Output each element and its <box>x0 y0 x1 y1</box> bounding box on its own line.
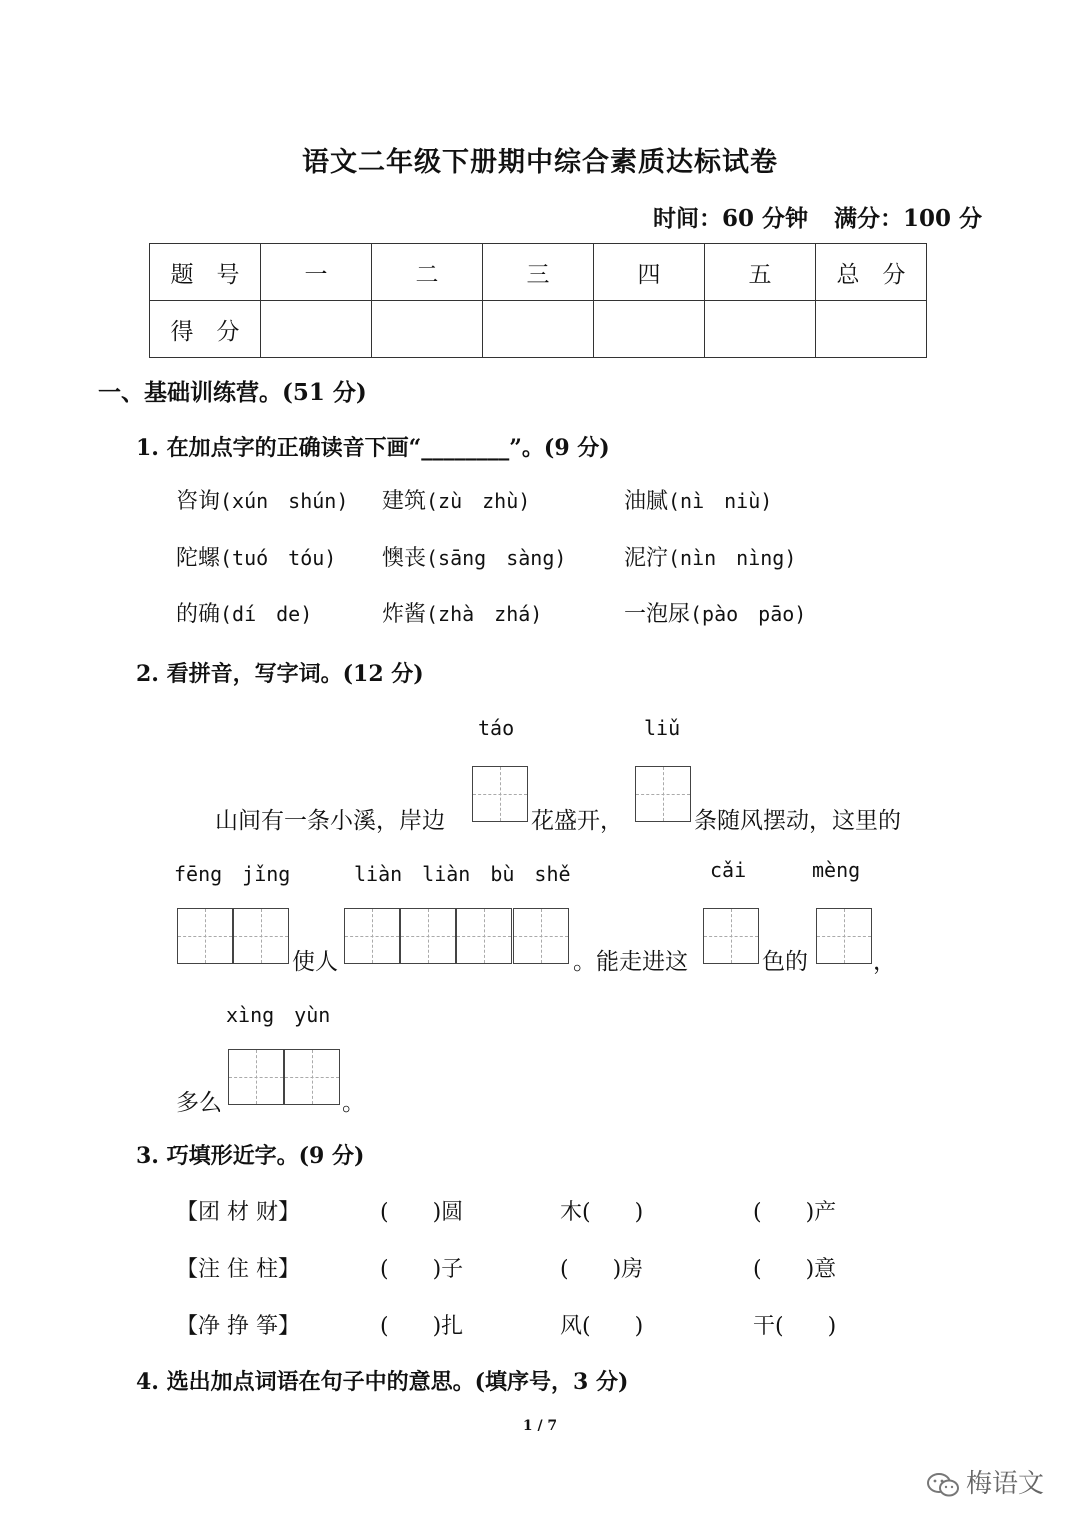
question-1-prompt: 1. 在加点字的正确读音下画“________”。(9 分) <box>136 435 610 461</box>
score-cell[interactable] <box>483 301 594 358</box>
q2-text: 。 <box>342 1090 365 1116</box>
q1-item: 的确(dí de) <box>176 602 313 627</box>
q1-item: 建筑(zù zhù) <box>382 489 531 514</box>
writing-grid-box[interactable] <box>513 908 569 964</box>
question-2-prompt: 2. 看拼音，写字词。(12 分) <box>136 661 424 687</box>
score-cell[interactable] <box>816 301 927 358</box>
question-4-prompt: 4. 选出加点词语在句子中的意思。(填序号，3 分) <box>136 1369 629 1395</box>
pinyin-label: liàn liàn bù shě <box>354 862 571 886</box>
section-heading: 一、基础训练营。(51 分) <box>98 379 367 406</box>
writing-grid-box[interactable] <box>703 908 759 964</box>
pinyin-label: fēng jǐng <box>174 862 291 886</box>
q3-group: 【注 住 柱】 <box>176 1257 300 1282</box>
score-table <box>149 243 927 358</box>
q3-blank[interactable]: ( )子 <box>380 1257 464 1282</box>
watermark <box>926 1463 1044 1500</box>
score-cell[interactable] <box>261 301 372 358</box>
writing-grid-box[interactable] <box>635 766 691 822</box>
time-limit: 时间：60 分钟 <box>652 205 808 232</box>
q3-blank[interactable]: ( )产 <box>753 1200 837 1225</box>
q2-text: ， <box>873 949 896 975</box>
q2-text: 。能走进这 <box>573 949 688 975</box>
score-table-header: 一 <box>261 244 372 301</box>
q3-blank[interactable]: ( )扎 <box>380 1314 464 1339</box>
score-table-header: 四 <box>594 244 705 301</box>
q2-text: 花盛开， <box>531 808 623 834</box>
q1-item: 陀螺(tuó tóu) <box>176 546 337 571</box>
writing-grid-box[interactable] <box>456 908 512 964</box>
q2-text: 条随风摆动，这里的 <box>694 808 901 834</box>
pinyin-label: liǔ <box>644 716 681 740</box>
score-table-header: 题 号 <box>150 244 261 301</box>
watermark-text: 梅语文 <box>965 1469 1044 1499</box>
writing-grid-box[interactable] <box>177 908 233 964</box>
writing-grid-box[interactable] <box>228 1049 284 1105</box>
score-cell[interactable] <box>594 301 705 358</box>
writing-grid-box[interactable] <box>233 908 289 964</box>
q3-blank[interactable]: ( )房 <box>560 1257 644 1282</box>
q1-item: 懊丧(sāng sàng) <box>382 546 567 571</box>
score-table-header: 五 <box>705 244 816 301</box>
writing-grid-box[interactable] <box>284 1049 340 1105</box>
score-table-header-row <box>150 244 927 301</box>
q2-text: 色的 <box>762 949 808 975</box>
score-cell[interactable] <box>372 301 483 358</box>
score-table-header: 二 <box>372 244 483 301</box>
writing-grid-box[interactable] <box>472 766 528 822</box>
q2-text: 多么 <box>176 1090 222 1116</box>
writing-grid-box[interactable] <box>816 908 872 964</box>
writing-grid-box[interactable] <box>400 908 456 964</box>
q3-blank[interactable]: ( )意 <box>753 1257 837 1282</box>
page-number: 1 / 7 <box>522 1418 558 1434</box>
pinyin-label: mèng <box>812 858 861 882</box>
full-score: 满分：100 分 <box>833 205 982 232</box>
q1-item: 炸酱(zhà zhá) <box>382 602 543 627</box>
q3-blank[interactable]: ( )圆 <box>380 1200 464 1225</box>
q2-text: 使人 <box>292 949 338 975</box>
wechat-icon <box>926 1471 960 1499</box>
q1-item: 油腻(nì niù) <box>624 489 773 514</box>
score-table-header: 总 分 <box>816 244 927 301</box>
q1-item: 一泡尿(pào pāo) <box>624 602 807 627</box>
q1-item: 咨询(xún shún) <box>176 489 349 514</box>
q1-item: 泥泞(nìn nìng) <box>624 546 797 571</box>
score-table-header: 三 <box>483 244 594 301</box>
score-table-score-row <box>150 301 927 358</box>
q3-group: 【团 材 财】 <box>176 1200 300 1225</box>
pinyin-label: cǎi <box>710 858 747 882</box>
pinyin-label: táo <box>478 716 515 740</box>
writing-grid-box[interactable] <box>344 908 400 964</box>
exam-meta <box>627 200 982 233</box>
score-cell[interactable] <box>705 301 816 358</box>
q3-group: 【净 挣 筝】 <box>176 1314 300 1339</box>
q2-text: 山间有一条小溪，岸边 <box>215 808 445 834</box>
pinyin-label: xìng yùn <box>226 1003 331 1027</box>
question-3-prompt: 3. 巧填形近字。(9 分) <box>136 1143 365 1169</box>
q3-blank[interactable]: 干( ) <box>753 1314 837 1339</box>
q3-blank[interactable]: 木( ) <box>560 1200 644 1225</box>
q3-blank[interactable]: 风( ) <box>560 1314 644 1339</box>
page-title: 语文二年级下册期中综合素质达标试卷 <box>302 147 778 178</box>
score-row-label: 得 分 <box>150 301 261 358</box>
